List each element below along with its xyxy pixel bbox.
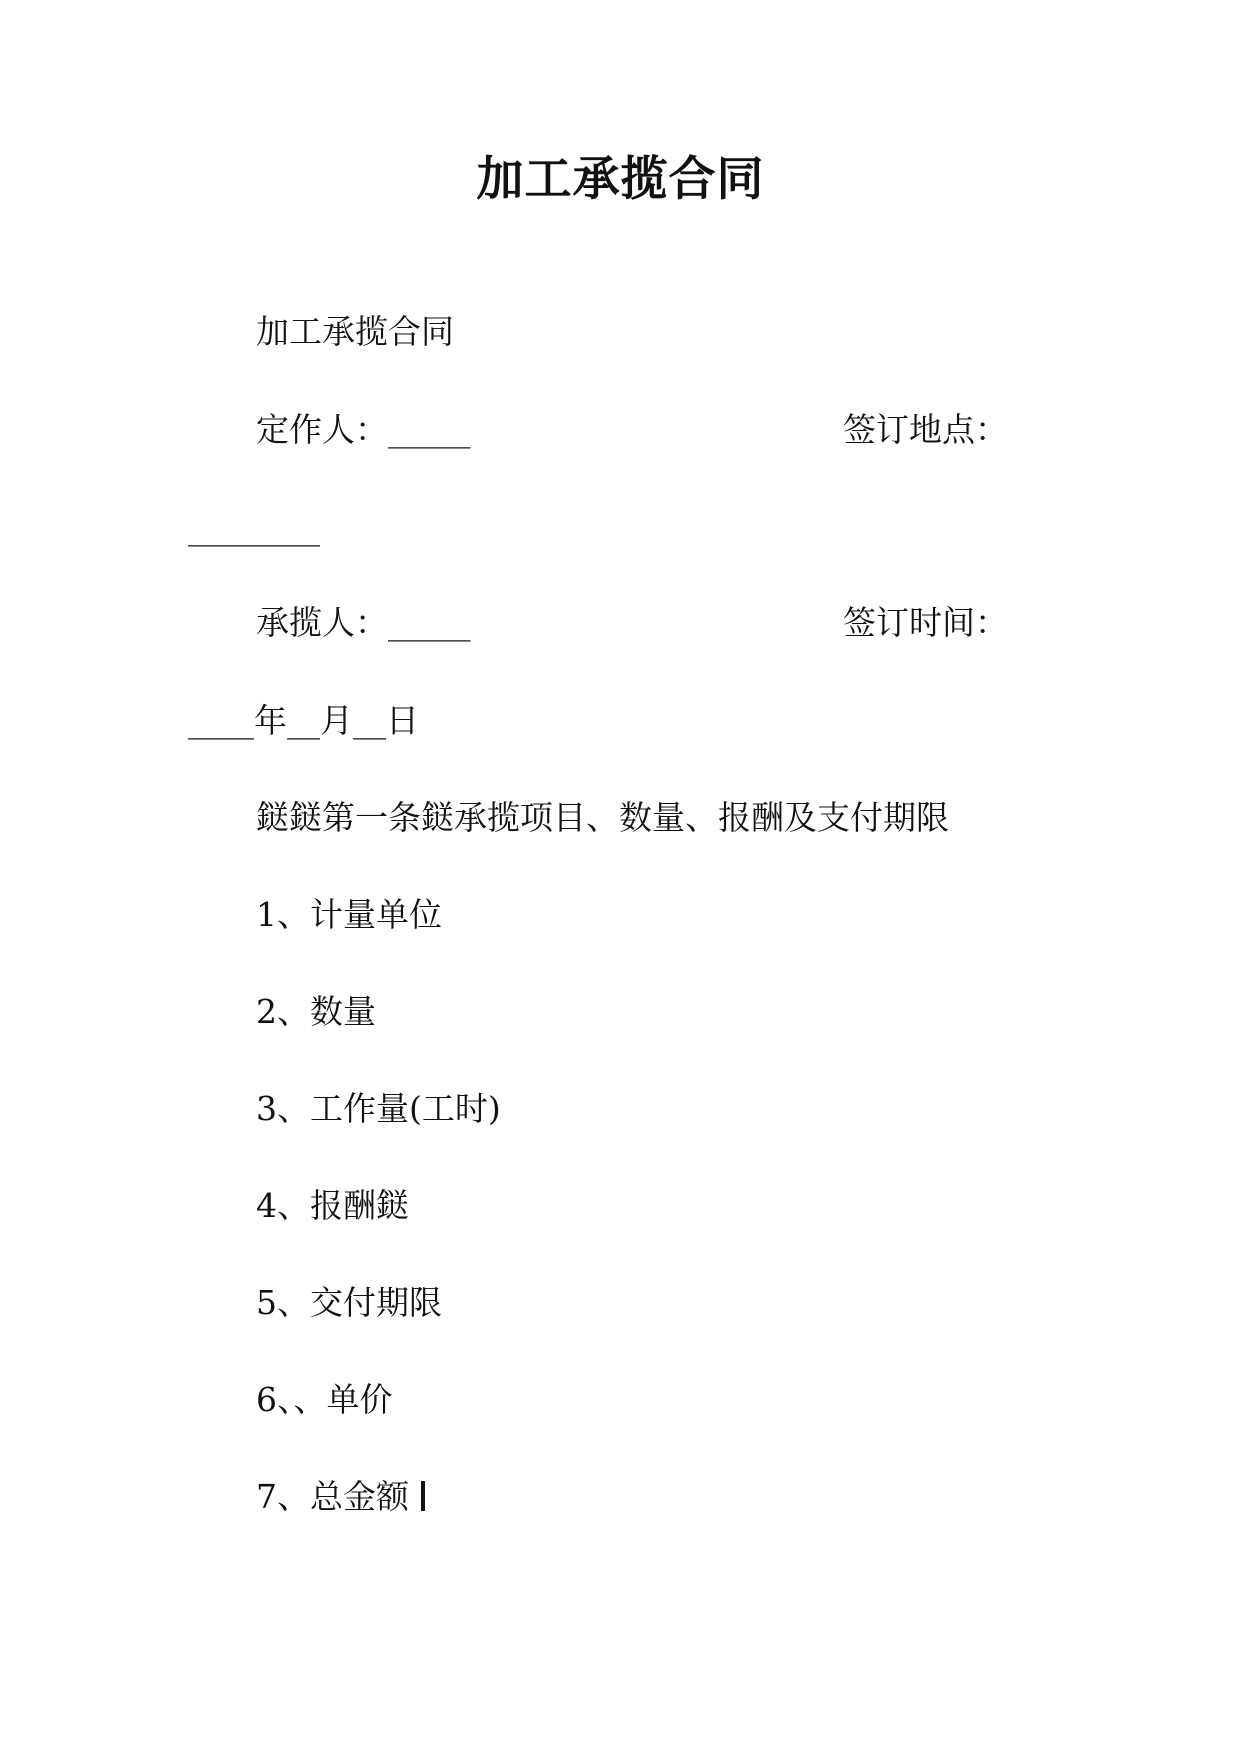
list-item-total-amount-label: 7、总金额 <box>256 1477 409 1516</box>
contractor-field: 承揽人：_____ <box>256 603 471 642</box>
document-title: 加工承揽合同 <box>476 152 765 207</box>
sign-place-label: 签订地点： <box>843 410 1008 449</box>
list-item-workload: 3、工作量(工时) <box>256 1089 501 1128</box>
text-cursor <box>421 1481 425 1511</box>
list-item-unit-price: 6、、单价 <box>256 1380 393 1419</box>
sign-time-label: 签订时间： <box>843 603 1008 642</box>
list-item-unit: 1、计量单位 <box>256 895 442 934</box>
date-blank: ____年__月__日 <box>188 701 419 740</box>
list-item-delivery-period: 5、交付期限 <box>256 1283 442 1322</box>
list-item-quantity: 2、数量 <box>256 992 376 1031</box>
list-item-remuneration: 4、报酬鎹 <box>256 1186 409 1225</box>
article1-heading: 鎹鎹第一条鎹承揽项目、数量、报酬及支付期限 <box>256 798 949 837</box>
sign-place-blank: ________ <box>188 508 320 547</box>
contract-subtitle: 加工承揽合同 <box>256 312 454 351</box>
orderer-field: 定作人：_____ <box>256 410 471 449</box>
list-item-total-amount[interactable] <box>256 1477 425 1517</box>
